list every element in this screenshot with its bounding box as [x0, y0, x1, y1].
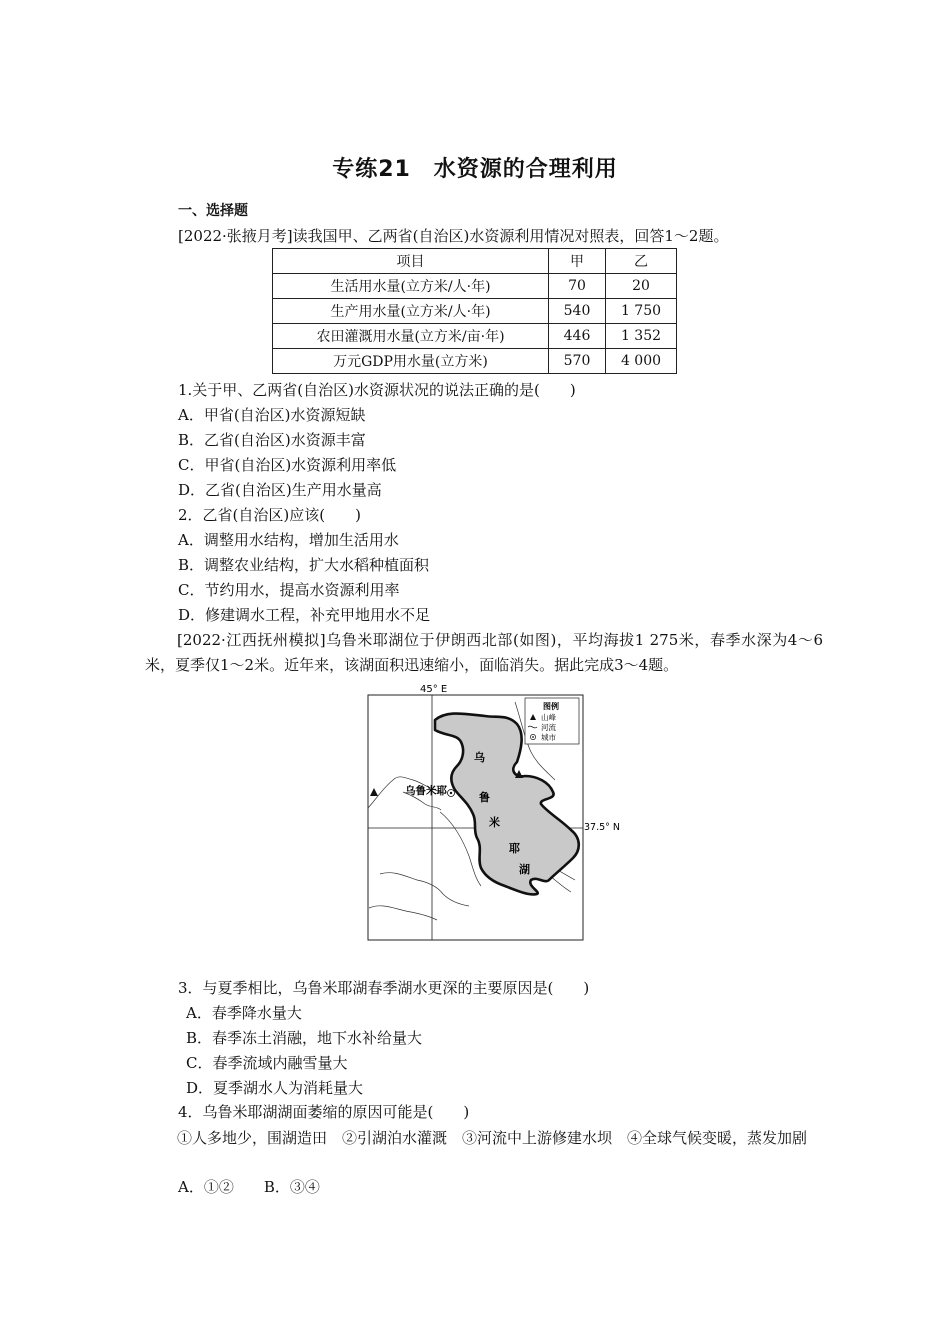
q1-option-b: B．乙省(自治区)水资源丰富	[178, 431, 366, 449]
table-cell: 540	[549, 299, 606, 324]
water-use-table	[272, 248, 677, 374]
table-header-cell: 甲	[549, 249, 606, 274]
legend-title: 图例	[543, 702, 559, 711]
lake-label-char: 乌	[474, 751, 485, 764]
table-cell: 生活用水量(立方米/人·年)	[273, 274, 549, 299]
table-cell: 1 750	[606, 299, 677, 324]
q2-option-b: B．调整农业结构，扩大水稻种植面积	[178, 556, 430, 574]
table-row	[273, 324, 677, 349]
lake-label-char: 米	[489, 816, 500, 829]
q4-options: A．①② B．③④	[178, 1178, 320, 1196]
q3-option-c: C．春季流域内融雪量大	[186, 1054, 348, 1072]
table-cell: 农田灌溉用水量(立方米/亩·年)	[273, 324, 549, 349]
city-label: 乌鲁米耶	[405, 785, 447, 797]
legend-city-dot	[532, 736, 534, 738]
legend-item-city: 城市	[541, 733, 556, 742]
table-cell: 4 000	[606, 349, 677, 374]
map-legend	[525, 698, 579, 744]
question-2-stem: 2．乙省(自治区)应该( )	[178, 506, 361, 524]
q2-option-d: D．修建调水工程，补充甲地用水不足	[178, 606, 431, 624]
table-cell: 生产用水量(立方米/人·年)	[273, 299, 549, 324]
page-title: 专练21 水资源的合理利用	[332, 157, 618, 182]
q1-option-a: A．甲省(自治区)水资源短缺	[178, 406, 366, 424]
q3-option-a: A．春季降水量大	[186, 1004, 302, 1022]
q3-option-b: B．春季冻土消融，地下水补给量大	[186, 1029, 423, 1047]
table-cell: 570	[549, 349, 606, 374]
q1-option-d: D．乙省(自治区)生产用水量高	[178, 481, 382, 499]
table-header-cell: 项目	[273, 249, 549, 274]
table-cell: 70	[549, 274, 606, 299]
question-1-stem: 1.关于甲、乙两省(自治区)水资源状况的说法正确的是( )	[178, 381, 576, 399]
q2-option-a: A．调整用水结构，增加生活用水	[178, 531, 399, 549]
lake-label-char: 鲁	[479, 791, 490, 804]
table-header-cell: 乙	[606, 249, 677, 274]
table-row	[273, 349, 677, 374]
table-header-row	[273, 249, 677, 274]
q1-option-c: C．甲省(自治区)水资源利用率低	[178, 456, 397, 474]
table-row	[273, 274, 677, 299]
table-cell: 万元GDP用水量(立方米)	[273, 349, 549, 374]
table-cell: 20	[606, 274, 677, 299]
longitude-label: 45° E	[420, 684, 448, 695]
question-4-stem: 4．乌鲁米耶湖湖面萎缩的原因可能是( )	[178, 1103, 470, 1121]
lake-label-char: 湖	[519, 863, 530, 876]
city-icon-dot	[450, 792, 452, 794]
table-cell: 446	[549, 324, 606, 349]
legend-item-river: 河流	[541, 723, 556, 732]
intro-q3-4: [2022·江西抚州模拟]乌鲁米耶湖位于伊朗西北部(如图)，平均海拔1 275米，春季水深为4～6米，夏季仅1～2米。近年来，该湖面积迅速缩小，面临消失。据此完成3～4题。	[145, 631, 823, 674]
legend-item-peak: 山峰	[541, 713, 556, 722]
section-heading: 一、选择题	[178, 203, 248, 219]
q2-option-c: C．节约用水，提高水资源利用率	[178, 581, 400, 599]
lake-map	[365, 680, 621, 942]
question-3-stem: 3．与夏季相比，乌鲁米耶湖春季湖水更深的主要原因是( )	[178, 979, 590, 997]
intro-q1-2: [2022·张掖月考]读我国甲、乙两省(自治区)水资源利用情况对照表，回答1～2题。	[178, 227, 729, 245]
table-cell: 1 352	[606, 324, 677, 349]
lake-label-char: 耶	[509, 842, 520, 855]
q3-option-d: D．夏季湖水人为消耗量大	[186, 1079, 364, 1097]
latitude-label: 37.5° N	[584, 822, 621, 833]
q4-statements: ①人多地少，围湖造田 ②引湖泊水灌溉 ③河流中上游修建水坝 ④全球气候变暖，蒸发加剧	[177, 1129, 808, 1147]
table-row	[273, 299, 677, 324]
